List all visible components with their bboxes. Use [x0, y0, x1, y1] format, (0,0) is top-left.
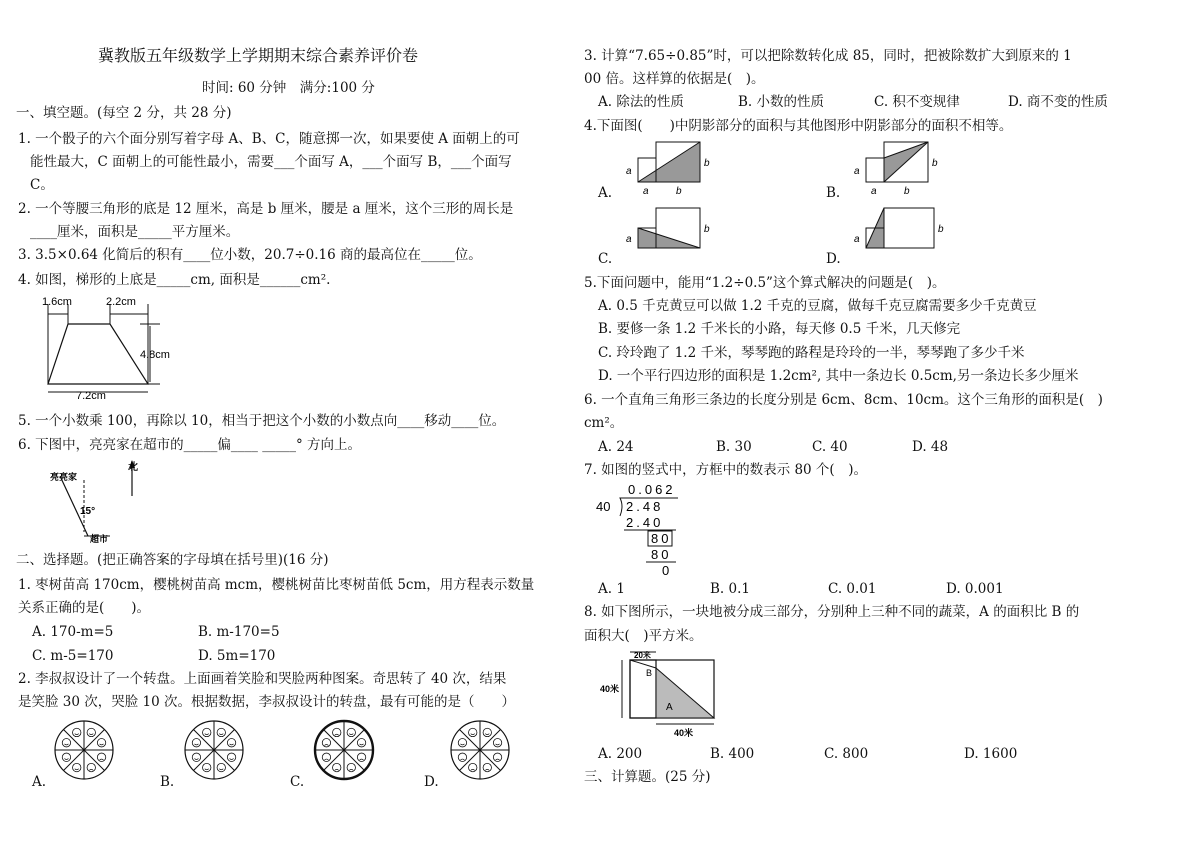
r-q6-option-d: D. 48	[912, 439, 949, 455]
remainder: 0	[662, 563, 670, 578]
face-mouth	[471, 769, 475, 770]
face-mouth	[194, 758, 198, 759]
r-q5-option-b: B. 要修一条 1.2 千米长的小路，每天修 0.5 千米，几天修完	[598, 321, 961, 337]
r-q8-line-1: 8. 如下图所示，一块地被分成三部分，分别种上三种不同的蔬菜，A 的面积比 B 的	[584, 604, 1080, 620]
partial-2: 80	[651, 547, 672, 562]
r-q4-option-c: C.	[598, 251, 613, 267]
r-q7-option-c: C. 0.01	[828, 581, 877, 597]
fd-a: a	[854, 234, 860, 245]
face-mouth	[349, 769, 353, 770]
r-q6-option-b: B. 30	[716, 439, 752, 455]
r-q4-option-d: D.	[826, 251, 841, 267]
r-q3-option-d: D. 商不变的性质	[1008, 94, 1108, 110]
trapezoid-figure	[28, 292, 188, 404]
sad-face-icon	[333, 763, 341, 771]
fb-b2: b	[904, 186, 910, 197]
trap-top2-label: 2.2cm	[106, 296, 136, 308]
r-q4-text: 4.下面图( )中阴影部分的面积与其他图形中阴影部分的面积不相等。	[584, 118, 1013, 134]
spinner-c	[312, 718, 376, 782]
face-mouth	[75, 769, 79, 770]
fc-b: b	[704, 224, 710, 235]
sad-face-icon	[322, 753, 330, 761]
face-mouth	[205, 769, 209, 770]
face-mouth	[335, 734, 339, 735]
smile-face-icon	[469, 728, 477, 736]
q1-line-3: C。	[30, 177, 54, 193]
q5-text: 5. 一个小数乘 100，再除以 10，相当于把这个小数的小数点向____移动____位。	[18, 413, 506, 429]
smile-face-icon	[203, 728, 211, 736]
face-mouth	[460, 759, 464, 760]
sad-face-icon	[357, 753, 365, 761]
q1-line-2: 能性最大，C 面朝上的可能性最小，需要___个面写 A，___个面写 B，___个面写	[30, 154, 512, 170]
trap-height-label: 4.8cm	[140, 349, 170, 361]
boxed-number: 80	[651, 531, 672, 546]
smile-face-icon	[227, 753, 235, 761]
q4-text: 4. 如图，梯形的上底是_____cm, 面积是______cm².	[18, 272, 331, 288]
r-q8-option-a: A. 200	[598, 746, 643, 762]
face-mouth	[64, 758, 68, 759]
sad-face-icon	[322, 739, 330, 747]
r-q6-line-2: cm²。	[584, 415, 624, 431]
c1-line-1: 1. 枣树苗高 170cm，樱桃树苗高 mcm，樱桃树苗比枣树苗低 5cm，用方程表示数量	[18, 577, 535, 593]
smile-face-icon	[62, 739, 70, 747]
quotient: 0.062	[628, 482, 676, 497]
smile-face-icon	[483, 728, 491, 736]
c2-option-a-label: A.	[32, 774, 47, 790]
q3-text: 3. 3.5×0.64 化简后的积有____位小数，20.7÷0.16 商的最高位在_____位。	[18, 247, 482, 263]
face-mouth	[485, 769, 489, 770]
angle-label: 15°	[80, 506, 96, 517]
r-q7-text: 7. 如图的竖式中，方框中的数表示 80 个( )。	[584, 462, 867, 478]
r-q8-option-b: B. 400	[710, 746, 755, 762]
smile-face-icon	[192, 739, 200, 747]
fc-a: a	[626, 234, 632, 245]
face-mouth	[460, 744, 464, 745]
r-q8-line-2: 面积大( )平方米。	[584, 628, 703, 644]
page-title: 冀教版五年级数学上学期期末综合素养评价卷	[98, 46, 419, 65]
smile-face-icon	[87, 728, 95, 736]
face-mouth	[360, 759, 364, 760]
sad-face-icon	[333, 728, 341, 736]
c1-line-2: 关系正确的是( )。	[18, 600, 151, 616]
spinner-d	[448, 718, 512, 782]
field-top-label: 20米	[634, 651, 651, 660]
r-q7-option-d: D. 0.001	[946, 581, 1004, 597]
divisor: 40	[596, 499, 611, 514]
face-mouth	[324, 759, 328, 760]
r-q4-option-b: B.	[826, 185, 841, 201]
c1-option-d: D. 5m=170	[198, 648, 276, 664]
figure-a	[618, 138, 718, 198]
face-mouth	[230, 758, 234, 759]
c2-option-c-label: C.	[290, 774, 305, 790]
field-b-label: B	[646, 668, 653, 678]
smile-face-icon	[347, 728, 355, 736]
r-q5-option-d: D. 一个平行四边形的面积是 1.2cm², 其中一条边长 0.5cm,另一条边长多少厘米	[598, 368, 1079, 384]
r-q3-option-b: B. 小数的性质	[738, 94, 825, 110]
r-q5-option-c: C. 玲玲跑了 1.2 千米，琴琴跑的路程是玲玲的一半，琴琴跑了多少千米	[598, 345, 1025, 361]
face-mouth	[89, 769, 93, 770]
face-mouth	[205, 734, 209, 735]
r-q3-line-2: 00 倍。这样算的依据是( )。	[584, 71, 765, 87]
face-mouth	[349, 734, 353, 735]
face-mouth	[100, 744, 104, 745]
q1-line-1: 1. 一个骰子的六个面分别写着字母 A、B、C，随意掷一次，如果要使 A 面朝上的可	[18, 131, 520, 147]
smile-face-icon	[97, 739, 105, 747]
face-mouth	[471, 734, 475, 735]
face-mouth	[194, 744, 198, 745]
face-mouth	[335, 769, 339, 770]
face-mouth	[75, 734, 79, 735]
r-q5-option-a: A. 0.5 千克黄豆可以做 1.2 千克的豆腐，做每千克豆腐需要多少千克黄豆	[598, 298, 1037, 314]
fa-b2: b	[676, 186, 682, 197]
long-division	[594, 480, 694, 578]
sad-face-icon	[483, 763, 491, 771]
north-label: 北	[128, 462, 138, 473]
sad-face-icon	[469, 763, 477, 771]
face-mouth	[219, 734, 223, 735]
r-q8-option-c: C. 800	[824, 746, 869, 762]
r-q6-line-1: 6. 一个直角三角形三条边的长度分别是 6cm、8cm、10cm。这个三角形的面积是( )	[584, 392, 1103, 408]
r-q3-option-a: A. 除法的性质	[598, 94, 684, 110]
figure-d	[846, 204, 946, 264]
smile-face-icon	[217, 763, 225, 771]
face-mouth	[324, 745, 328, 746]
dividend: 2.48	[626, 499, 664, 514]
smile-face-icon	[357, 739, 365, 747]
c2-option-b-label: B.	[160, 774, 175, 790]
section-1-heading: 一、填空题。(每空 2 分，共 28 分)	[16, 105, 232, 121]
r-q8-option-d: D. 1600	[964, 746, 1018, 762]
section-2-heading: 二、选择题。(把正确答案的字母填在括号里)(16 分)	[16, 552, 329, 568]
smile-face-icon	[203, 763, 211, 771]
fa-b: b	[704, 158, 710, 169]
fa-a: a	[626, 166, 632, 177]
smile-face-icon	[493, 739, 501, 747]
face-mouth	[64, 744, 68, 745]
face-mouth	[496, 744, 500, 745]
smile-face-icon	[73, 728, 81, 736]
q6-text: 6. 下图中，亮亮家在超市的_____偏____ _____° 方向上。	[18, 437, 362, 453]
fb-a: a	[854, 166, 860, 177]
r-q7-option-b: B. 0.1	[710, 581, 750, 597]
sad-face-icon	[347, 763, 355, 771]
r-q6-option-a: A. 24	[598, 439, 634, 455]
r-q5-text: 5.下面问题中，能用“1.2÷0.5”这个算式解决的问题是( )。	[584, 275, 946, 291]
c2-line-2: 是笑脸 30 次，哭脸 10 次。根据数据，李叔叔设计的转盘，最有可能的是（ ）	[18, 694, 516, 710]
page-subtitle: 时间: 60 分钟 满分:100 分	[202, 80, 375, 96]
partial-1: 2.40	[626, 515, 664, 530]
spinner-b	[182, 718, 246, 782]
smile-face-icon	[192, 753, 200, 761]
q2-line-2: ____厘米，面积是_____平方厘米。	[30, 224, 240, 240]
sad-face-icon	[493, 753, 501, 761]
c1-option-a: A. 170-m=5	[32, 624, 114, 640]
sad-face-icon	[87, 763, 95, 771]
field-figure	[596, 646, 726, 742]
smile-face-icon	[227, 739, 235, 747]
fb-a2: a	[871, 186, 877, 197]
sad-face-icon	[458, 753, 466, 761]
c1-option-b: B. m-170=5	[198, 624, 280, 640]
face-mouth	[485, 734, 489, 735]
q2-line-1: 2. 一个等腰三角形的底是 12 厘米，高是 b 厘米，腰是 a 厘米，这个三形的周长是	[18, 201, 514, 217]
sad-face-icon	[97, 753, 105, 761]
market-label: 超市	[90, 534, 109, 544]
spinner-a	[52, 718, 116, 782]
field-left-label: 40米	[600, 684, 620, 694]
c2-line-1: 2. 李叔叔设计了一个转盘。上面画着笑脸和哭脸两种图案。奇思转了 40 次，结果	[18, 671, 507, 687]
face-mouth	[219, 769, 223, 770]
r-q7-option-a: A. 1	[598, 581, 625, 597]
face-mouth	[360, 744, 364, 745]
r-q4-option-a: A.	[598, 185, 613, 201]
fa-a2: a	[643, 186, 649, 197]
r-q6-option-c: C. 40	[812, 439, 848, 455]
face-mouth	[230, 744, 234, 745]
section-3-heading: 三、计算题。(25 分)	[584, 769, 711, 785]
face-mouth	[89, 734, 93, 735]
smile-face-icon	[458, 739, 466, 747]
trap-bottom-label: 7.2cm	[76, 390, 106, 402]
field-a-label: A	[666, 702, 673, 713]
fd-b: b	[938, 224, 944, 235]
r-q3-line-1: 3. 计算“7.65÷0.85”时，可以把除数转化成 85，同时，把被除数扩大到原来的 1	[584, 48, 1072, 64]
smile-face-icon	[62, 753, 70, 761]
c2-option-d-label: D.	[424, 774, 439, 790]
smile-face-icon	[73, 763, 81, 771]
figure-c	[618, 204, 718, 264]
home-label: 亮亮家	[50, 472, 78, 482]
smile-face-icon	[217, 728, 225, 736]
r-q3-option-c: C. 积不变规律	[874, 94, 960, 110]
face-mouth	[100, 759, 104, 760]
fb-b: b	[932, 158, 938, 169]
trap-top-label: 1.6cm	[42, 296, 72, 308]
face-mouth	[496, 759, 500, 760]
c1-option-c: C. m-5=170	[32, 648, 114, 664]
field-bottom-label: 40米	[674, 728, 694, 738]
figure-b	[846, 138, 946, 198]
compass-figure	[40, 456, 160, 548]
